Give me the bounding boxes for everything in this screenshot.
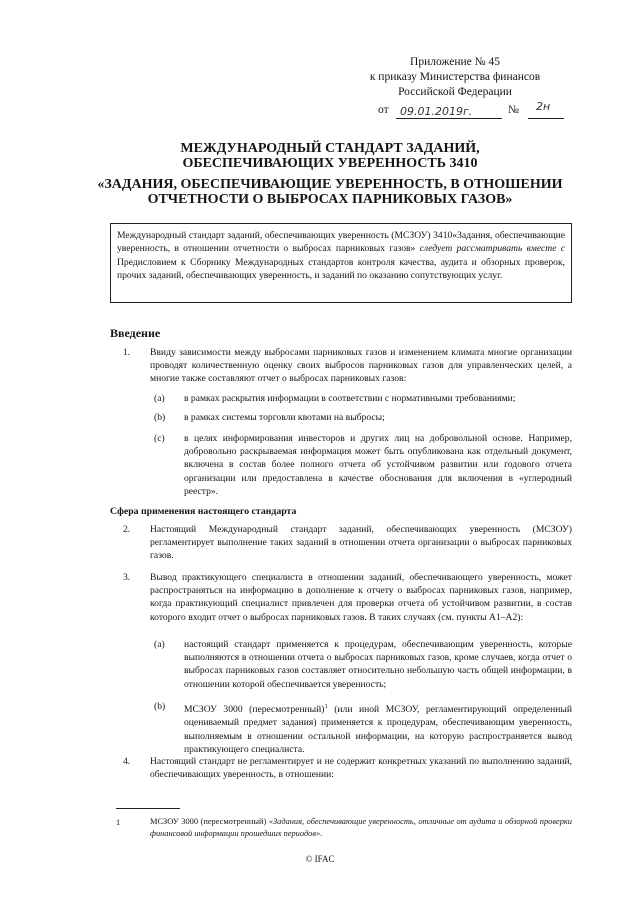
preface-box — [110, 223, 572, 303]
scope-item-a-text: настоящий стандарт применяется к процедурам, обеспечивающим уверенность, которые выполняются в отношении отчета о выбросах парниковых газов, кроме случаев, когда отчет о выбросах парниковых газов составляет относительно небольшую часть общей информации, в отношении которой обеспечивается уверенность; — [184, 639, 572, 690]
title-line-2: ОБЕСПЕЧИВАЮЩИХ УВЕРЕННОСТЬ 3410 — [182, 156, 478, 171]
para-1-number: 1. — [123, 347, 131, 358]
date-underline — [396, 118, 502, 119]
item-b-text: в рамках системы торговли квотами на выбросы; — [184, 412, 385, 423]
scope-item-a-label: (a) — [154, 639, 165, 650]
scope-item-b-text-1: МСЗОУ 3000 (пересмотренный) — [184, 704, 325, 716]
preface-text-2: Предисловием к Сборнику Международных стандартов контроля качества, аудита и обзорных проверок, прочих заданий, обеспечивающих уверенность, и заданий по оказанию сопутствующих услуг. — [117, 256, 565, 282]
footnote-text — [150, 816, 572, 840]
appendix-line: Приложение № 45 — [410, 56, 500, 68]
item-a-text: в рамках раскрытия информации в соответствии с нормативными требованиями; — [184, 393, 516, 404]
item-c-text: в целях информирования инвесторов и других лиц на добровольной основе. Например, добровольно раскрываемая информация может быть опубликована как отдельный документ, включена в состав более полного отчета об устойчивом развитии или годового отчета организации или предоставлена в качестве обоснования для включения в «углеродный реестр». — [184, 433, 572, 497]
footnote-divider — [116, 808, 180, 809]
federation-line: Российской Федерации — [398, 86, 512, 98]
copyright: © IFAC — [305, 854, 335, 864]
item-a-label: (a) — [154, 393, 165, 404]
preface-text-1: Международный стандарт заданий, обеспечивающих уверенность (МСЗОУ) 3410«Задания, обеспечивающие уверенность, в отношении отчетности о выбросах парниковых газов» — [117, 230, 565, 255]
footnote-mark: 1 — [116, 818, 121, 827]
preface-italic: следует рассматривать вместе с — [419, 243, 565, 255]
title-line-3: «ЗАДАНИЯ, ОБЕСПЕЧИВАЮЩИЕ УВЕРЕННОСТЬ, В ОТНОШЕНИИ — [97, 177, 563, 192]
date-number-line — [378, 100, 578, 120]
title-line-1: МЕЖДУНАРОДНЫЙ СТАНДАРТ ЗАДАНИЙ, — [180, 141, 480, 156]
scope-item-b-label: (b) — [154, 701, 166, 712]
para-3-text: Вывод практикующего специалиста в отношении заданий, обеспечивающего уверенность, может распространяться на информацию в дополнение к отчету о выбросах парниковых газов, например, когда практикующий специалист привлечен для проверки отчета об устойчивом развитии, в состав которого входит отчет о выбросах парниковых газов. В таких случаях (см. пункты А1–А2): — [150, 572, 572, 623]
scope-heading: Сфера применения настоящего стандарта — [110, 506, 297, 517]
scope-item-b-text — [184, 700, 572, 756]
item-b-label: (b) — [154, 412, 166, 423]
date-prefix: от — [378, 104, 389, 116]
para-1-text: Ввиду зависимости между выбросами парниковых газов и изменением климата многие организации проводят количественную оценку своих выбросов парниковых газов для управленческих целей, а многие также составляют отчет о выбросах парниковых газов: — [150, 347, 572, 385]
footnote-ref: 1 — [324, 703, 328, 710]
para-2-number: 2. — [123, 524, 131, 535]
para-3-number: 3. — [123, 572, 131, 583]
number-label: № — [508, 104, 519, 116]
date-value: 09.01.2019г. — [400, 105, 473, 118]
para-4-number: 4. — [123, 756, 131, 767]
title-line-4: ОТЧЕТНОСТИ О ВЫБРОСАХ ПАРНИКОВЫХ ГАЗОВ» — [147, 192, 513, 207]
item-c-label: (c) — [154, 433, 165, 444]
para-2-text: Настоящий Международный стандарт заданий, обеспечивающих уверенность (МСЗОУ) регламентирует выполнение таких заданий в отношении отчета организации о выбросах парниковых газов. — [150, 524, 572, 562]
footnote-text-2: «Задания, обеспечивающие уверенность, отличные от аудита и обзорной проверки финансовой информации прошедших периодов». — [150, 817, 572, 838]
number-underline — [528, 118, 564, 119]
scope-item-b-text-2: (или иной МСЗОУ, регламентирующий определенный оцениваемый предмет задания) применяется к процедурам, обеспечивающим уверенность, выполняемым в отношении остальной информации, на которую распространяется вывод практикующего специалиста. — [184, 704, 572, 755]
intro-heading: Введение — [110, 326, 161, 340]
para-4-text: Настоящий стандарт не регламентирует и не содержит конкретных указаний по выполнению заданий, обеспечивающих уверенность, в отношении: — [150, 756, 572, 781]
order-line: к приказу Министерства финансов — [369, 71, 541, 83]
footnote-text-1: МСЗОУ 3000 (пересмотренный) — [150, 817, 269, 826]
number-value: 2н — [536, 100, 551, 113]
